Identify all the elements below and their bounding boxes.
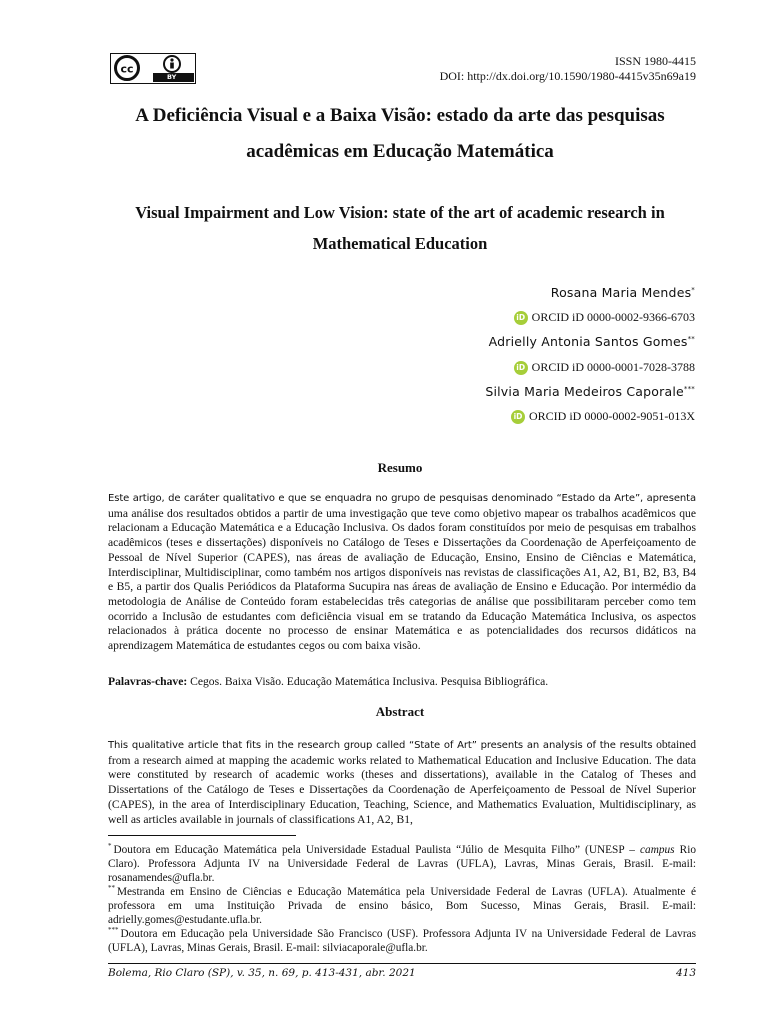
page-number: 413 xyxy=(675,967,696,979)
resumo-paragraph xyxy=(108,491,696,654)
author-3-name: Silvia Maria Medeiros Caporale xyxy=(485,384,684,399)
footer-citation: Bolema, Rio Claro (SP), v. 35, n. 69, p. 413-431, abr. 2021 xyxy=(108,967,416,979)
footnote-1-italic: campus xyxy=(640,843,675,856)
author-1 xyxy=(551,285,695,300)
svg-text:cc: cc xyxy=(120,62,134,76)
title-pt-line-1: A Deficiência Visual e a Baixa Visão: estado da arte das pesquisas xyxy=(135,105,665,126)
author-3-orcid[interactable] xyxy=(511,409,695,424)
title-pt-line-2: acadêmicas em Educação Matemática xyxy=(246,141,554,162)
author-1-orcid[interactable] xyxy=(514,310,695,325)
cc-by-label: BY xyxy=(167,73,177,81)
abstract-lead: This qualitative article that fits in the research group called “State of Art” presents an analysis of the results xyxy=(108,740,653,751)
footnote-2-mark: ** xyxy=(108,884,115,892)
author-2-orcid-id[interactable]: ORCID iD 0000-0001-7028-3788 xyxy=(531,360,695,374)
issn: ISSN 1980-4415 xyxy=(614,54,696,68)
orcid-icon: iD xyxy=(514,311,528,325)
title-english xyxy=(100,197,700,259)
footnote-1-text-b: Rio Claro). Professora Adjunta IV na Universidade Federal de Lavras (UFLA), Lavras, Minas Gerais, Brasil. E-mail: rosanamendes@ufla.br. xyxy=(108,843,696,884)
footnote-3 xyxy=(108,923,696,955)
author-3-orcid-id[interactable]: ORCID iD 0000-0002-9051-013X xyxy=(529,409,695,423)
author-2-orcid[interactable] xyxy=(514,360,695,375)
keywords-label: Palavras-chave: xyxy=(108,675,188,688)
author-2-name: Adrielly Antonia Santos Gomes xyxy=(488,334,688,349)
author-3-mark: *** xyxy=(683,384,695,393)
keywords-text: Cegos. Baixa Visão. Educação Matemática Inclusiva. Pesquisa Bibliográfica. xyxy=(190,675,549,688)
footer-divider xyxy=(108,963,696,964)
resumo-heading: Resumo xyxy=(377,460,423,475)
orcid-icon: iD xyxy=(511,410,525,424)
cc-by-license-badge xyxy=(110,53,196,84)
abstract-heading: Abstract xyxy=(375,704,425,719)
author-1-orcid-id[interactable]: ORCID iD 0000-0002-9366-6703 xyxy=(531,310,695,324)
author-2 xyxy=(489,334,695,349)
title-portuguese xyxy=(100,98,700,170)
footnote-3-mark: *** xyxy=(108,926,119,934)
footnote-3-text: Doutora em Educação pela Universidade São Francisco (USF). Professora Adjunta IV na Universidade Federal de Lavras (UFLA), Lavras, Minas Gerais, Brasil. E-mail: silviacaporale@ufla.br. xyxy=(108,927,696,954)
title-en-line-1: Visual Impairment and Low Vision: state of the art of academic research in xyxy=(135,203,665,222)
abstract-paragraph xyxy=(108,738,696,827)
keywords xyxy=(108,675,696,690)
footnote-1 xyxy=(108,839,696,885)
author-2-mark: ** xyxy=(687,334,695,343)
resumo-body: uma análise dos resultados obtidos a partir de uma investigação que teve como objetivo mapear os trabalhos acadêmicos que relacionam a Educação Matemática e a Educação Inclusiva. Os dados foram constituídos por meio de pesquisas em trabalhos acadêmicos (teses e dissertações) disponíveis no Catálogo de Teses e Dissertações da Coordenação de Aperfeiçoamento de Pessoal de Nível Superior (CAPES), nas áreas de avaliação de Educação, Ensino, Ensino de Ciências e Matemática, Interdisciplinar, Multidisciplinar, como também nos artigos disponíveis nas revistas de classificações A1, A2, B1, B2, B3, B4 e B5, a partir dos Qualis Periódicos da Plataforma Sucupira nas áreas de avaliação de Ensino e Educação. Por intermédio da metodologia de Análise de Conteúdo foram estabelecidas três categorias de análise que possibilitaram perceber como tem ocorrido a Inclusão de estudantes com deficiência visual em se tratando da Educação Matemática Inclusiva, os aspectos relacionados à prática docente no processo de ensinar Matemática e as potencialidades dos recursos didáticos na aprendizagem Matemática de estudantes cegos ou com baixa visão. xyxy=(108,506,696,653)
doi-link[interactable]: DOI: http://dx.doi.org/10.1590/1980-4415v35n69a19 xyxy=(439,69,696,83)
author-3 xyxy=(485,384,695,399)
abstract-body: obtained from a research aimed at mapping the academic works related to Mathematical Education and Inclusive Education. The data were constituted by research of academic works (theses and dissertations), available in the Catalog of Theses and Dissertations of the Catálogo de Teses e Dissertações da Coordenação de Aperfeiçoamento de Pessoal de Nível Superior (CAPES), in the area of Interdisciplinary Education, Teaching, Science, and Mathematics Evaluation, Multidisciplinary, as well as articles available in journals of classifications A1, A2, B1, xyxy=(108,738,696,826)
orcid-icon: iD xyxy=(514,361,528,375)
footnote-divider xyxy=(108,835,296,836)
footnote-2 xyxy=(108,881,696,927)
title-en-line-2: Mathematical Education xyxy=(312,234,488,253)
footnote-2-text: Mestranda em Ensino de Ciências e Educação Matemática pela Universidade Federal de Lavras (UFLA). Atualmente é professora em uma Instituição Privada de ensino básico, Bom Sucesso, Minas Gerais, Brasil. E-mail: adrielly.gomes@estudante.ufla.br. xyxy=(108,885,696,926)
author-1-name: Rosana Maria Mendes xyxy=(550,285,692,300)
resumo-lead: Este artigo, de caráter qualitativo e que se enquadra no grupo de pesquisas denominado “Estado da Arte”, apresenta xyxy=(108,493,696,504)
author-1-mark: * xyxy=(691,285,695,294)
footnote-1-mark: * xyxy=(108,842,112,850)
footnote-1-text-a: Doutora em Educação Matemática pela Universidade Estadual Paulista “Júlio de Mesquita Filho” (UNESP – xyxy=(113,843,635,856)
